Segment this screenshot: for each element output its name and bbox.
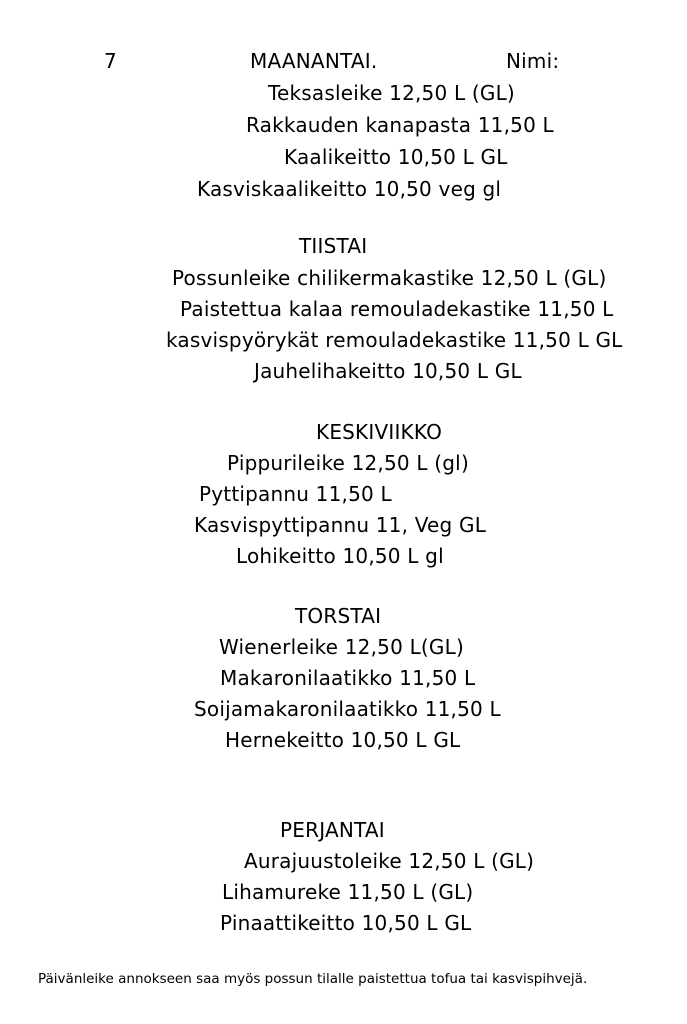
menu-item: Pyttipannu 11,50 L [199, 482, 392, 506]
menu-item: Kasvispyttipannu 11, Veg GL [194, 513, 487, 537]
menu-item: Lohikeitto 10,50 L gl [236, 544, 444, 568]
menu-item: kasvispyörykät remouladekastike 11,50 L GL [166, 328, 623, 352]
menu-item: Pinaattikeitto 10,50 L GL [220, 911, 472, 935]
menu-item: Makaronilaatikko 11,50 L [220, 666, 476, 690]
menu-item: Rakkauden kanapasta 11,50 L [246, 113, 554, 137]
menu-item: Hernekeitto 10,50 L GL [225, 728, 461, 752]
menu-item: Aurajuustoleike 12,50 L (GL) [244, 849, 535, 873]
menu-item: Paistettua kalaa remouladekastike 11,50 L [180, 297, 614, 321]
footer-note: Päivänleike annokseen saa myös possun tilalle paistettua tofua tai kasvispihvejä. [38, 971, 588, 987]
day-title-monday: MAANANTAI. [250, 49, 378, 73]
day-title-wednesday: KESKIVIIKKO [316, 420, 443, 444]
day-title-tuesday: TIISTAI [299, 234, 368, 258]
page-number: 7 [104, 49, 117, 73]
menu-item: Possunleike chilikermakastike 12,50 L (GL) [172, 266, 607, 290]
menu-item: Kaalikeitto 10,50 L GL [284, 145, 508, 169]
menu-item: Lihamureke 11,50 L (GL) [222, 880, 474, 904]
menu-item: Kasviskaalikeitto 10,50 veg gl [197, 177, 502, 201]
name-label: Nimi: [506, 49, 560, 73]
day-title-friday: PERJANTAI [280, 818, 385, 842]
menu-item: Soijamakaronilaatikko 11,50 L [194, 697, 501, 721]
menu-item: Teksasleike 12,50 L (GL) [268, 81, 515, 105]
menu-item: Jauhelihakeitto 10,50 L GL [254, 359, 522, 383]
menu-item: Pippurileike 12,50 L (gl) [227, 451, 469, 475]
day-title-thursday: TORSTAI [295, 604, 382, 628]
menu-item: Wienerleike 12,50 L(GL) [219, 635, 464, 659]
